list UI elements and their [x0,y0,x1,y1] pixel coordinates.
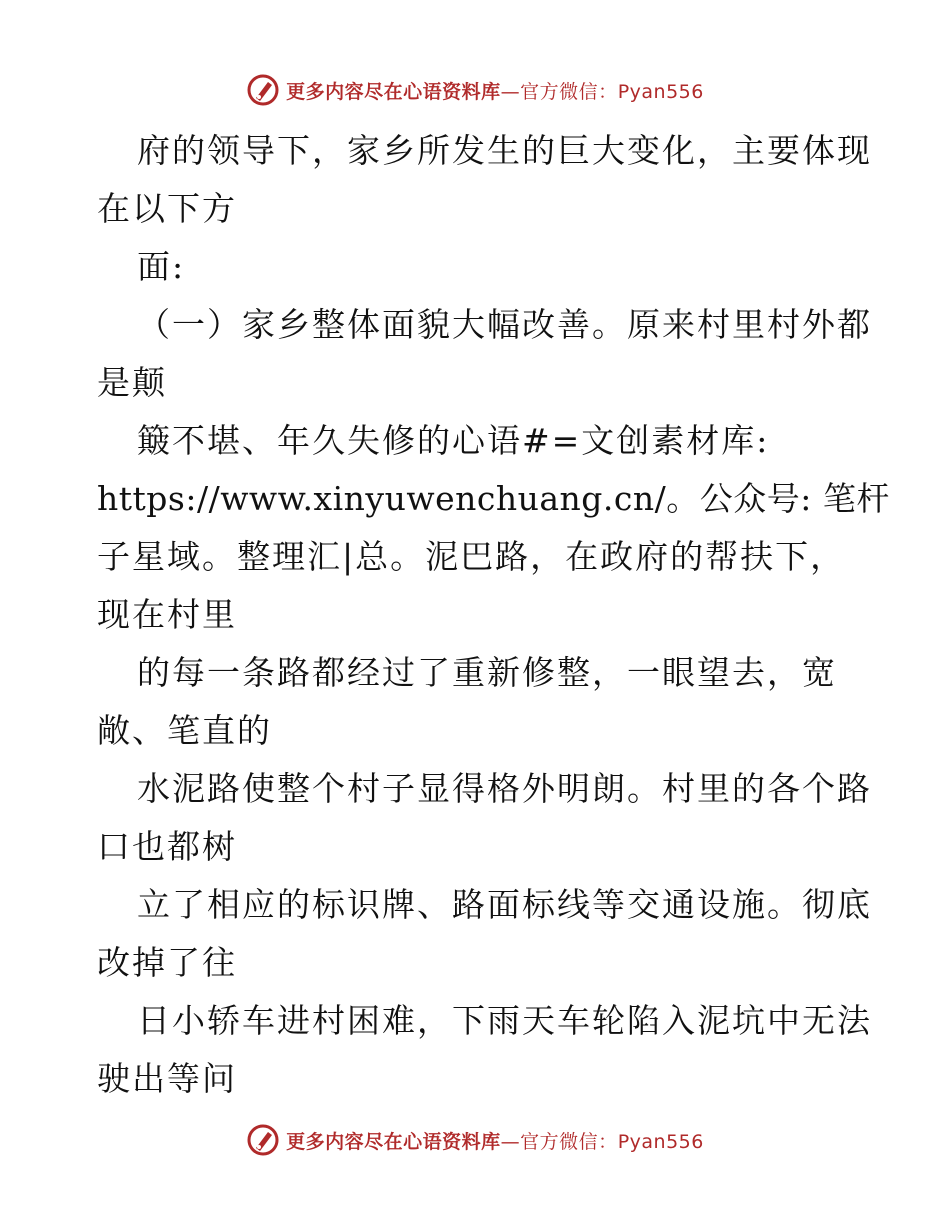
text-line: 的每一条路都经过了重新修整，一眼望去，宽 [137,653,837,692]
text-line: 敞、笔直的 [97,711,272,750]
text-line: 子星域。整理汇|总。泥巴路，在政府的帮扶下， [97,537,846,576]
banner-separator: — [500,80,521,103]
footer-banner [0,1120,950,1160]
document-body [97,122,890,1108]
text-line: 驶出等问 [97,1059,237,1098]
banner-separator: — [500,1130,521,1153]
banner-text [286,1127,704,1154]
text-line: 府的领导下，家乡所发生的巨大变化，主要体现 [137,131,872,170]
text-line: 在以下方 [97,189,237,228]
text-line: （一）家乡整体面貌大幅改善。原来村里村外都 [137,305,872,344]
text-line: 改掉了往 [97,943,237,982]
text-line: 簸不堪、年久失修的心语#=文创素材库: [137,421,770,460]
text-line: 日小轿车进村困难，下雨天车轮陷入泥坑中无法 [137,1001,872,1040]
text-line: 现在村里 [97,595,237,634]
header-banner [0,70,950,110]
pen-logo-icon [246,1123,280,1157]
banner-wechat-label: 官方微信： [520,80,618,103]
text-line: 立了相应的标识牌、路面标线等交通设施。彻底 [137,885,872,924]
banner-wechat-id: Pyan556 [617,1130,704,1153]
text-line: 水泥路使整个村子显得格外明朗。村里的各个路 [137,769,872,808]
banner-site-text: 更多内容尽在心语资料库 [286,80,501,103]
banner-wechat-id: Pyan556 [617,80,704,103]
banner-site-text: 更多内容尽在心语资料库 [286,1130,501,1153]
pen-logo-icon [246,73,280,107]
banner-text [286,77,704,104]
text-line: https://www.xinyuwenchuang.cn/。公众号: 笔杆 [97,479,890,518]
text-line: 面: [137,247,186,286]
banner-wechat-label: 官方微信： [520,1130,618,1153]
text-line: 口也都树 [97,827,237,866]
text-line: 是颠 [97,363,167,402]
